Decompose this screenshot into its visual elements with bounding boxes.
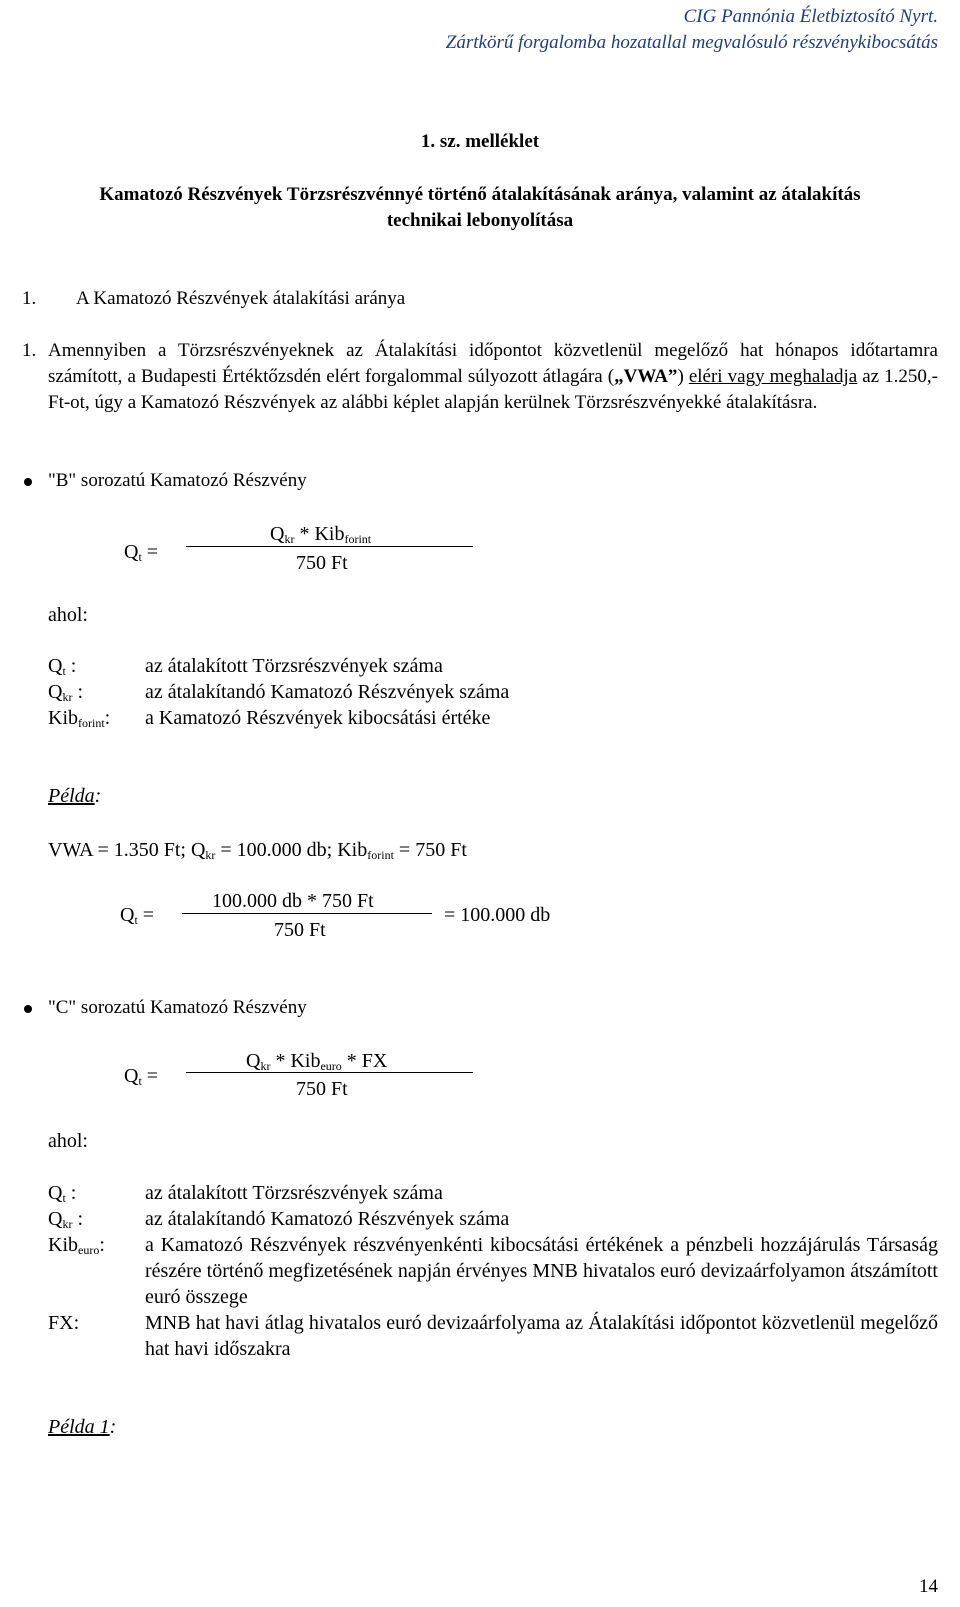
- def-b-kib-term: Kib$_{forint}$:: [48, 707, 111, 730]
- def-c-qkr-desc: az átalakítandó Kamatozó Részvények száma: [145, 1208, 510, 1230]
- formula-c-lhs: $Q_t$ =: [124, 1065, 159, 1088]
- ahol-c: ahol:: [48, 1130, 88, 1152]
- example-b-lhs: $Q_t$ =: [120, 904, 155, 927]
- bullet-c: [24, 1005, 32, 1013]
- formula-c-numerator: $Q_{kr} * Kib_{euro}$ * FX: [246, 1050, 388, 1073]
- page-number: 14: [919, 1576, 938, 1597]
- def-c-kib-term: Kib$_{euro}$:: [48, 1234, 105, 1257]
- def-b-qt-desc: az átalakított Törzsrészvények száma: [145, 655, 443, 677]
- fraction-line-example-b: [182, 913, 432, 914]
- section-number: 1.: [22, 288, 37, 309]
- def-c-kib-desc: a Kamatozó Részvények részvényenkénti kibocsátási értékének a pénzbeli hozzájárulás Társaság részére történő megfizetésének napján érvényes MNB hivatalos euró devizaárfolyamon átszámított euró összege: [145, 1234, 938, 1308]
- def-b-kib-desc: a Kamatozó Részvények kibocsátási értéke: [145, 707, 491, 729]
- bullet-b: [24, 478, 32, 486]
- example-b-denominator: 750 Ft: [274, 919, 326, 941]
- def-b-qt-term: $Q_t$ :: [48, 655, 77, 678]
- series-b-title: "B" sorozatú Kamatozó Részvény: [48, 470, 307, 491]
- fraction-line-c: [186, 1072, 473, 1073]
- example-b-line: VWA = 1.350 Ft; $Q_{kr} = 100.000$ db; Kib$_{forint}$ = 750 Ft: [48, 839, 467, 862]
- formula-b-lhs: $Q_t$ =: [124, 541, 159, 564]
- formula-c-denominator: 750 Ft: [296, 1078, 348, 1100]
- example-b-numerator: 100.000 db * 750 Ft: [212, 890, 374, 912]
- paragraph-underlined: eléri vagy meghaladja: [688, 366, 858, 387]
- header-company: CIG Pannónia Életbiztosító Nyrt.: [683, 6, 938, 27]
- def-b-qkr-term: $Q_{kr}$ :: [48, 681, 84, 704]
- fraction-line-b: [186, 546, 473, 547]
- paragraph-part2: ): [677, 366, 689, 387]
- ahol-b: ahol:: [48, 604, 88, 626]
- main-title-line2: technikai lebonyolítása: [386, 210, 574, 231]
- series-c-title: "C" sorozatú Kamatozó Részvény: [48, 997, 307, 1018]
- paragraph-part3: az 1.250,- Ft-ot, úgy a Kamatozó Részvények az alábbi képlet alapján kerülnek Törzsrészvényekké átalakításra.: [48, 366, 938, 413]
- intro-paragraph: [48, 338, 938, 416]
- def-b-qkr-desc: az átalakítandó Kamatozó Részvények száma: [145, 681, 510, 703]
- annex-title: 1. sz. melléklet: [420, 131, 540, 152]
- def-c-fx-term: FX:: [48, 1312, 80, 1334]
- header-subtitle: Zártkörű forgalomba hozatallal megvalósuló részvénykibocsátás: [445, 32, 938, 53]
- def-c-qt-desc: az átalakított Törzsrészvények száma: [145, 1182, 443, 1204]
- main-title-line1: Kamatozó Részvények Törzsrészvénnyé történő átalakításának aránya, valamint az átalakítás: [99, 184, 861, 205]
- formula-b-numerator: $Q_{kr} * Kib_{forint}$: [270, 523, 372, 546]
- example-b-result: = 100.000 db: [444, 904, 551, 926]
- paragraph-part1: Amennyiben a Törzsrészvényeknek az Átalakítási időpontot közvetlenül megelőző hat hónapos időtartamra számított, a Budapesti Értéktőzsdén elért forgalommal súlyozott átlagára (: [48, 340, 938, 387]
- vwa-term: „VWA”: [614, 366, 678, 387]
- def-c-fx-desc: MNB hat havi átlag hivatalos euró devizaárfolyama az Átalakítási időpontot közvetlenül megelőző hat havi időszakra: [145, 1312, 938, 1360]
- def-c-qt-term: $Q_t$ :: [48, 1182, 77, 1205]
- formula-b-denominator: 750 Ft: [296, 552, 348, 574]
- section-title: A Kamatozó Részvények átalakítási aránya: [76, 288, 406, 309]
- example-c-label: Példa 1:: [48, 1416, 117, 1438]
- def-c-qkr-term: $Q_{kr}$ :: [48, 1208, 84, 1231]
- example-b-label: Példa:: [48, 785, 102, 807]
- paragraph-number: 1.: [22, 340, 37, 361]
